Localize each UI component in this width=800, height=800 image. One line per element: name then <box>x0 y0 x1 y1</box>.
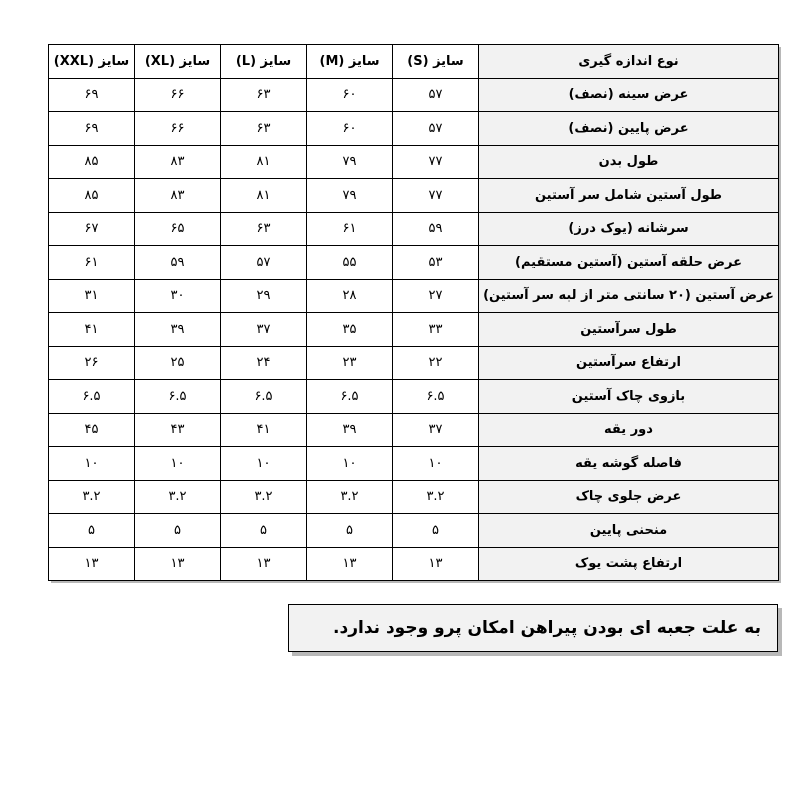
value-size-l: ۶۳ <box>221 212 307 246</box>
value-size-xl: ۶۶ <box>135 112 221 146</box>
value-size-s: ۶.۵ <box>393 380 479 414</box>
value-size-xl: ۲۵ <box>135 346 221 380</box>
measurement-label: دور یقه <box>479 413 779 447</box>
value-size-xxl: ۳۱ <box>49 279 135 313</box>
measurement-label: ارتفاع سرآستین <box>479 346 779 380</box>
value-size-s: ۱۰ <box>393 447 479 481</box>
table-row <box>49 112 779 146</box>
value-size-xxl: ۱۰ <box>49 447 135 481</box>
value-size-l: ۸۱ <box>221 145 307 179</box>
value-size-xl: ۸۳ <box>135 179 221 213</box>
table-row <box>49 514 779 548</box>
value-size-l: ۲۹ <box>221 279 307 313</box>
value-size-l: ۱۰ <box>221 447 307 481</box>
value-size-m: ۳.۲ <box>307 480 393 514</box>
value-size-l: ۸۱ <box>221 179 307 213</box>
measurement-label: طول بدن <box>479 145 779 179</box>
measurement-label: طول سرآستین <box>479 313 779 347</box>
value-size-xl: ۳۹ <box>135 313 221 347</box>
table-row <box>49 413 779 447</box>
value-size-m: ۳۹ <box>307 413 393 447</box>
value-size-xxl: ۲۶ <box>49 346 135 380</box>
measurement-label: فاصله گوشه یقه <box>479 447 779 481</box>
value-size-s: ۳۷ <box>393 413 479 447</box>
measurement-label: بازوی چاک آستین <box>479 380 779 414</box>
value-size-s: ۷۷ <box>393 145 479 179</box>
measurement-label: عرض آستین (۲۰ سانتی متر از لبه سر آستین) <box>479 279 779 313</box>
value-size-m: ۱۳ <box>307 547 393 581</box>
value-size-m: ۲۸ <box>307 279 393 313</box>
measurement-label: عرض جلوی چاک <box>479 480 779 514</box>
header-size-xxl: سایز (XXL) <box>49 45 135 79</box>
value-size-l: ۵۷ <box>221 246 307 280</box>
fitting-note: به علت جعبه ای بودن پیراهن امکان پرو وجود ندارد. <box>288 604 778 652</box>
value-size-s: ۲۷ <box>393 279 479 313</box>
table-row <box>49 547 779 581</box>
value-size-m: ۶۰ <box>307 78 393 112</box>
value-size-xl: ۸۳ <box>135 145 221 179</box>
value-size-xl: ۴۳ <box>135 413 221 447</box>
value-size-m: ۲۳ <box>307 346 393 380</box>
value-size-s: ۱۳ <box>393 547 479 581</box>
value-size-s: ۵۷ <box>393 112 479 146</box>
value-size-m: ۷۹ <box>307 179 393 213</box>
table-row <box>49 179 779 213</box>
measurement-label: طول آستین شامل سر آستین <box>479 179 779 213</box>
table-row <box>49 246 779 280</box>
value-size-xl: ۶.۵ <box>135 380 221 414</box>
value-size-xl: ۵ <box>135 514 221 548</box>
measurement-label: عرض حلقه آستین (آستین مستقیم) <box>479 246 779 280</box>
value-size-l: ۶۳ <box>221 78 307 112</box>
value-size-xxl: ۴۵ <box>49 413 135 447</box>
value-size-m: ۶.۵ <box>307 380 393 414</box>
table-row <box>49 145 779 179</box>
table-row <box>49 346 779 380</box>
value-size-xl: ۳۰ <box>135 279 221 313</box>
value-size-xl: ۳.۲ <box>135 480 221 514</box>
value-size-s: ۵۳ <box>393 246 479 280</box>
value-size-xxl: ۱۳ <box>49 547 135 581</box>
table-row <box>49 313 779 347</box>
table-row <box>49 78 779 112</box>
header-size-s: سایز (S) <box>393 45 479 79</box>
value-size-xl: ۶۵ <box>135 212 221 246</box>
value-size-xl: ۶۶ <box>135 78 221 112</box>
value-size-m: ۱۰ <box>307 447 393 481</box>
value-size-xxl: ۴۱ <box>49 313 135 347</box>
value-size-xl: ۱۰ <box>135 447 221 481</box>
value-size-s: ۵ <box>393 514 479 548</box>
header-size-l: سایز (L) <box>221 45 307 79</box>
measurement-label: ارتفاع پشت یوک <box>479 547 779 581</box>
value-size-xxl: ۸۵ <box>49 179 135 213</box>
value-size-xxl: ۸۵ <box>49 145 135 179</box>
value-size-l: ۶.۵ <box>221 380 307 414</box>
value-size-xxl: ۳.۲ <box>49 480 135 514</box>
value-size-s: ۳۳ <box>393 313 479 347</box>
value-size-m: ۶۱ <box>307 212 393 246</box>
value-size-l: ۲۴ <box>221 346 307 380</box>
value-size-m: ۷۹ <box>307 145 393 179</box>
value-size-m: ۵ <box>307 514 393 548</box>
value-size-xxl: ۶۷ <box>49 212 135 246</box>
measurement-label: سرشانه (یوک درز) <box>479 212 779 246</box>
measurement-label: عرض پایین (نصف) <box>479 112 779 146</box>
header-size-xl: سایز (XL) <box>135 45 221 79</box>
value-size-m: ۵۵ <box>307 246 393 280</box>
table-row <box>49 480 779 514</box>
value-size-l: ۳۷ <box>221 313 307 347</box>
value-size-xxl: ۶۱ <box>49 246 135 280</box>
table-row <box>49 279 779 313</box>
measurement-label: عرض سینه (نصف) <box>479 78 779 112</box>
value-size-l: ۳.۲ <box>221 480 307 514</box>
value-size-xxl: ۶.۵ <box>49 380 135 414</box>
value-size-m: ۳۵ <box>307 313 393 347</box>
value-size-xl: ۱۳ <box>135 547 221 581</box>
value-size-xxl: ۶۹ <box>49 112 135 146</box>
value-size-s: ۲۲ <box>393 346 479 380</box>
value-size-xxl: ۵ <box>49 514 135 548</box>
value-size-xxl: ۶۹ <box>49 78 135 112</box>
table-header-row <box>49 45 779 79</box>
value-size-l: ۱۳ <box>221 547 307 581</box>
table-row <box>49 380 779 414</box>
header-size-m: سایز (M) <box>307 45 393 79</box>
value-size-xl: ۵۹ <box>135 246 221 280</box>
measurement-label: منحنی پایین <box>479 514 779 548</box>
value-size-s: ۵۹ <box>393 212 479 246</box>
size-chart-table <box>48 44 779 581</box>
value-size-s: ۷۷ <box>393 179 479 213</box>
value-size-s: ۳.۲ <box>393 480 479 514</box>
header-measurement-type: نوع اندازه گیری <box>479 45 779 79</box>
value-size-s: ۵۷ <box>393 78 479 112</box>
table-row <box>49 447 779 481</box>
value-size-m: ۶۰ <box>307 112 393 146</box>
value-size-l: ۵ <box>221 514 307 548</box>
value-size-l: ۶۳ <box>221 112 307 146</box>
value-size-l: ۴۱ <box>221 413 307 447</box>
table-row <box>49 212 779 246</box>
